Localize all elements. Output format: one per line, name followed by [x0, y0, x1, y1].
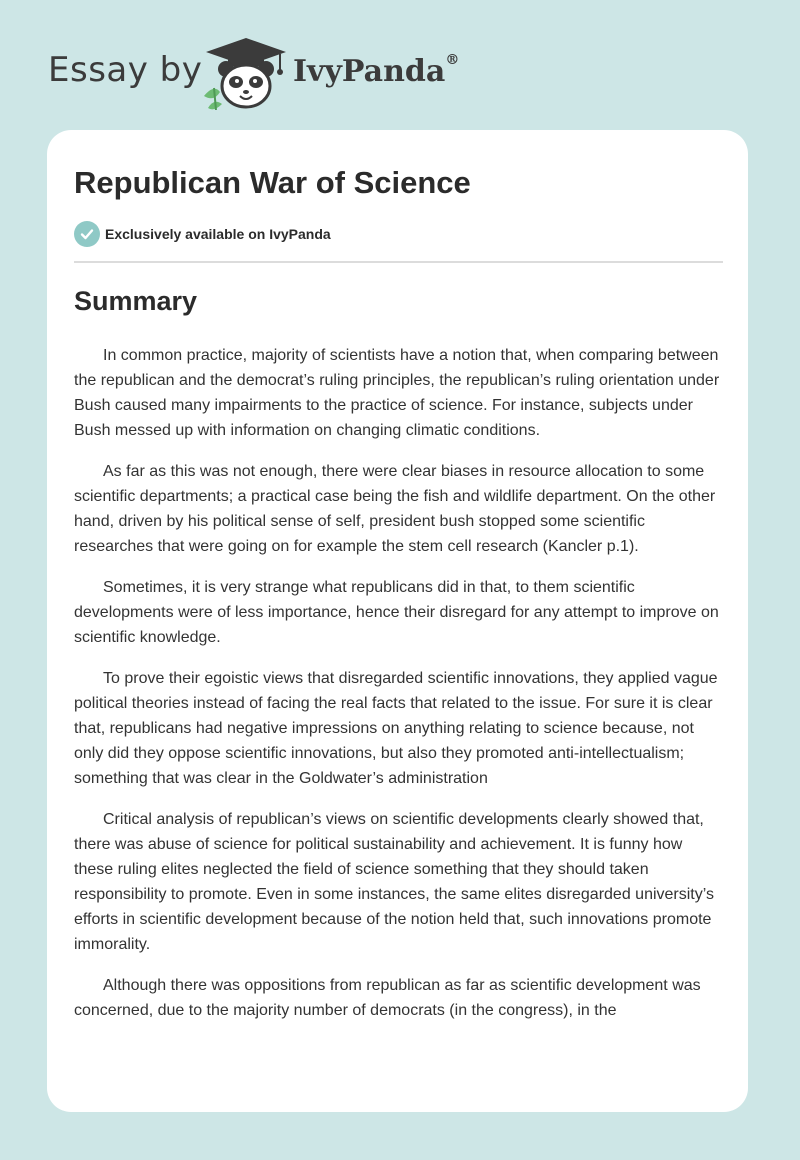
paragraph: As far as this was not enough, there were clear biases in resource allocation to some scientific departments; a practical case being the fish and wildlife department. On the other hand, driven by his political sense of self, president bush stopped some scientific researches that were going on for example the stem cell research (Kancler p.1).	[74, 463, 716, 555]
brand-name: IvyPanda®	[293, 52, 460, 89]
paragraph: Critical analysis of republican’s views on scientific developments clearly showed that, there was abuse of science for political sustainability and achievement. It is funny how these ruling elites neglected the field of science something that they should taken responsibility to promote. Even in some instances, the same elites disregarded university’s efforts in scientific development because of the notion held that, such innovations promote immorality.	[74, 811, 715, 953]
registered-mark: ®	[445, 52, 460, 68]
essay-card	[47, 130, 748, 1112]
article-body	[74, 343, 724, 1039]
section-heading: Summary	[74, 286, 198, 316]
badge-text: Exclusively available on IvyPanda	[105, 226, 331, 242]
essay-by-label: Essay by	[48, 50, 203, 90]
paragraph: Although there was oppositions from republican as far as scientific development was concerned, due to the majority number of democrats (in the congress), in the	[74, 977, 701, 1019]
panda-graduate-icon	[200, 36, 292, 110]
paragraph: Sometimes, it is very strange what republicans did in that, to them scientific developments were of less importance, hence their disregard for any attempt to improve on scientific knowledge.	[74, 579, 719, 646]
checkmark-icon	[74, 221, 100, 247]
paragraph: To prove their egoistic views that disregarded scientific innovations, they applied vague political theories instead of facing the real facts that related to the issue. For sure it is clear that, republicans had negative impressions on anything relating to science because, not only did they oppose scientific innovations, but also they promoted anti-intellectualism; something that was clear in the Goldwater’s administration	[74, 670, 718, 787]
page-title: Republican War of Science	[74, 165, 471, 200]
exclusive-badge	[74, 221, 331, 247]
site-header	[0, 0, 800, 120]
divider	[74, 261, 723, 263]
paragraph: In common practice, majority of scientists have a notion that, when comparing between the republican and the democrat’s ruling principles, the republican’s ruling orientation under Bush caused many impairments to the practice of science. For instance, subjects under Bush messed up with information on changing climatic conditions.	[74, 347, 720, 439]
